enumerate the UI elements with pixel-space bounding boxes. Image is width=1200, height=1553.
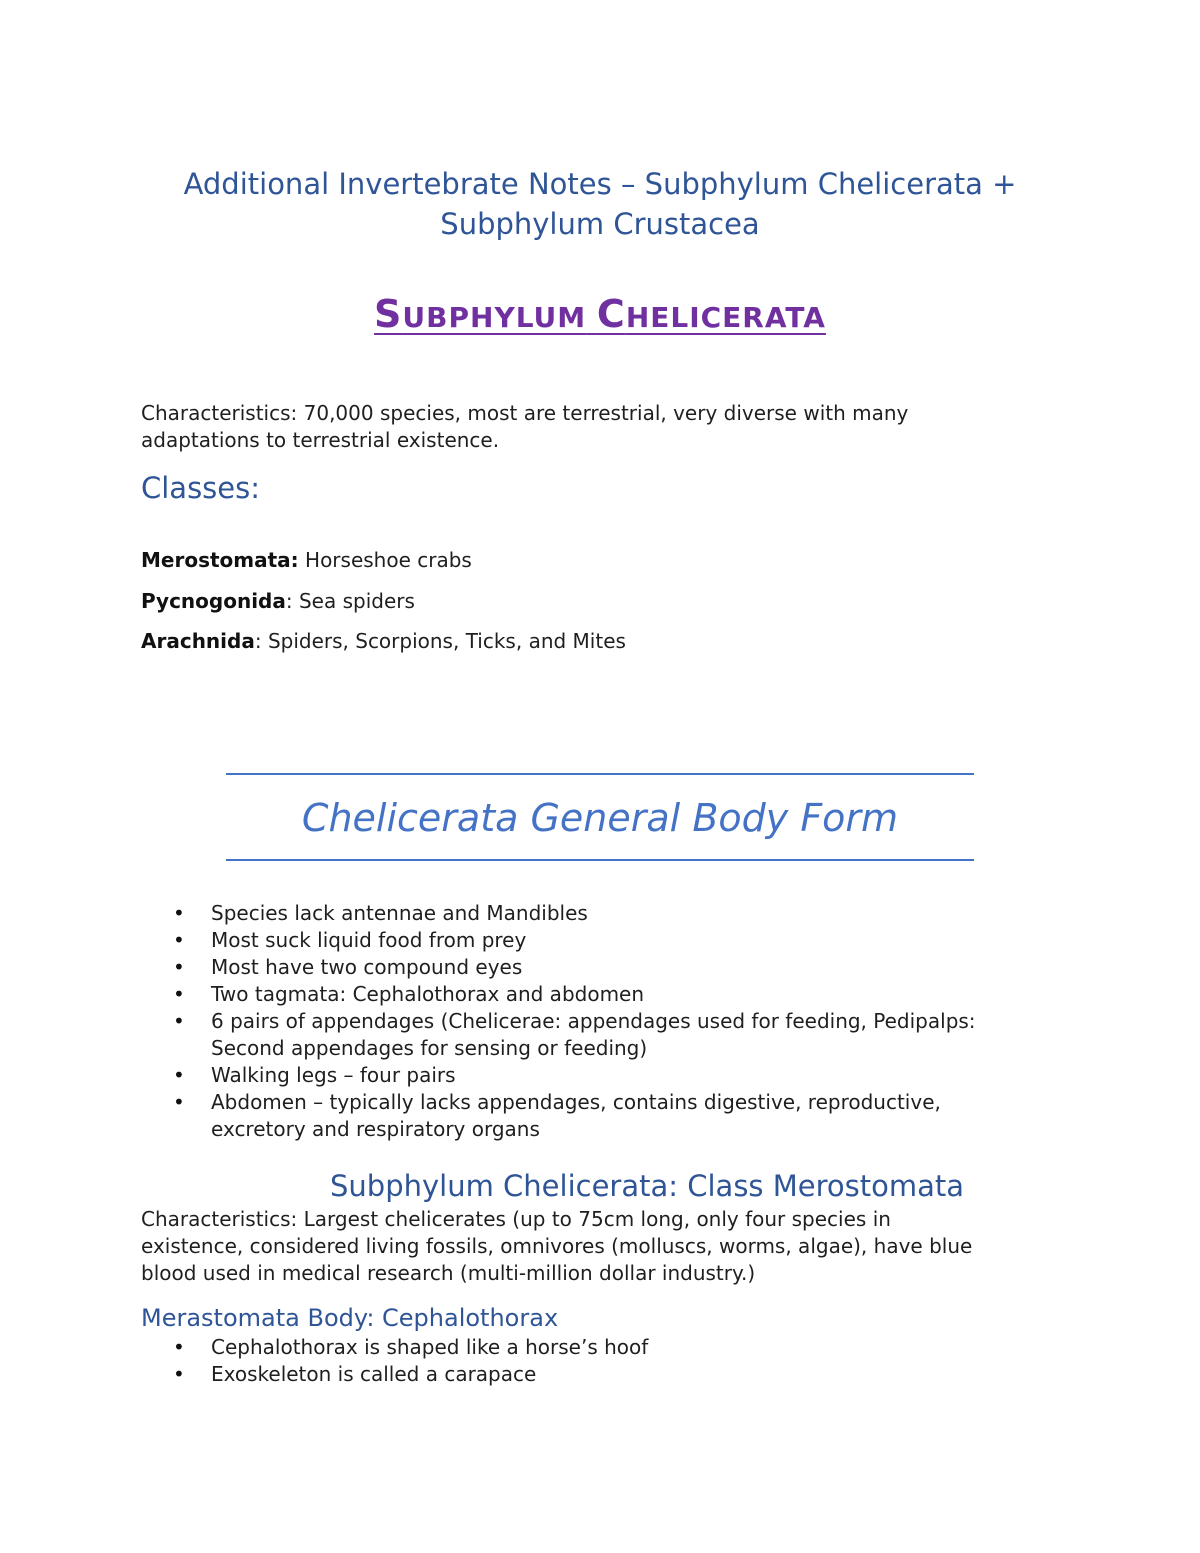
class-desc: : Sea spiders bbox=[285, 589, 415, 613]
body-form-list bbox=[141, 900, 1051, 1143]
list-item: • 6 pairs of appendages (Chelicerae: appendages used for feeding, Pedipalps: Second appendages for sensing or feeding) bbox=[141, 1008, 1041, 1062]
merostomata-characteristics bbox=[141, 1206, 1041, 1287]
document-title bbox=[140, 164, 1060, 244]
list-item: • Most have two compound eyes bbox=[141, 954, 1051, 981]
list-item: • Abdomen – typically lacks appendages, contains digestive, reproductive, excretory and respiratory organs bbox=[141, 1089, 1011, 1143]
list-item: • Walking legs – four pairs bbox=[141, 1062, 1051, 1089]
characteristics-line-2: adaptations to terrestrial existence. bbox=[141, 428, 500, 452]
list-item: • Exoskeleton is called a carapace bbox=[141, 1361, 1051, 1388]
characteristics-line-1: Characteristics: 70,000 species, most are terrestrial, very diverse with many bbox=[141, 401, 909, 425]
characteristics-paragraph bbox=[141, 400, 1041, 454]
top-rule bbox=[226, 773, 974, 775]
class-item-pycnogonida bbox=[141, 588, 415, 615]
section-title-word-1: UBPHYLUM bbox=[402, 301, 587, 334]
title-line-1: Additional Invertebrate Notes – Subphylum Chelicerata + bbox=[183, 167, 1017, 201]
class-name: Pycnogonida bbox=[141, 589, 286, 613]
section-title-initial-2: C bbox=[596, 292, 626, 336]
class-name: Arachnida bbox=[141, 629, 255, 653]
body-heading: Merastomata Body: Cephalothorax bbox=[141, 1304, 559, 1332]
merostomata-heading: Subphylum Chelicerata: Class Merostomata bbox=[330, 1169, 965, 1203]
list-item: • Species lack antennae and Mandibles bbox=[141, 900, 1051, 927]
merostomata-line-2: existence, considered living fossils, omnivores (molluscs, worms, algae), have blue bbox=[141, 1234, 973, 1258]
list-item: • Most suck liquid food from prey bbox=[141, 927, 1051, 954]
section-title-word-2: HELICERATA bbox=[625, 301, 826, 334]
section-title-chelicerata bbox=[140, 292, 1060, 340]
body-list bbox=[141, 1334, 1051, 1388]
class-name: Merostomata: bbox=[141, 548, 299, 572]
body-form-title: Chelicerata General Body Form bbox=[301, 796, 899, 840]
merostomata-line-1: Characteristics: Largest chelicerates (up to 75cm long, only four species in bbox=[141, 1207, 891, 1231]
list-item: • Cephalothorax is shaped like a horse’s hoof bbox=[141, 1334, 1051, 1361]
title-line-2: Subphylum Crustacea bbox=[440, 207, 760, 241]
classes-heading: Classes: bbox=[141, 471, 261, 505]
class-item-arachnida bbox=[141, 628, 626, 655]
section-title-initial-1: S bbox=[374, 292, 403, 336]
class-item-merostomata bbox=[141, 547, 472, 574]
list-item: • Two tagmata: Cephalothorax and abdomen bbox=[141, 981, 1051, 1008]
class-desc: Horseshoe crabs bbox=[298, 548, 472, 572]
class-desc: : Spiders, Scorpions, Ticks, and Mites bbox=[254, 629, 626, 653]
merostomata-line-3: blood used in medical research (multi-million dollar industry.) bbox=[141, 1261, 756, 1285]
bottom-rule bbox=[226, 859, 974, 861]
